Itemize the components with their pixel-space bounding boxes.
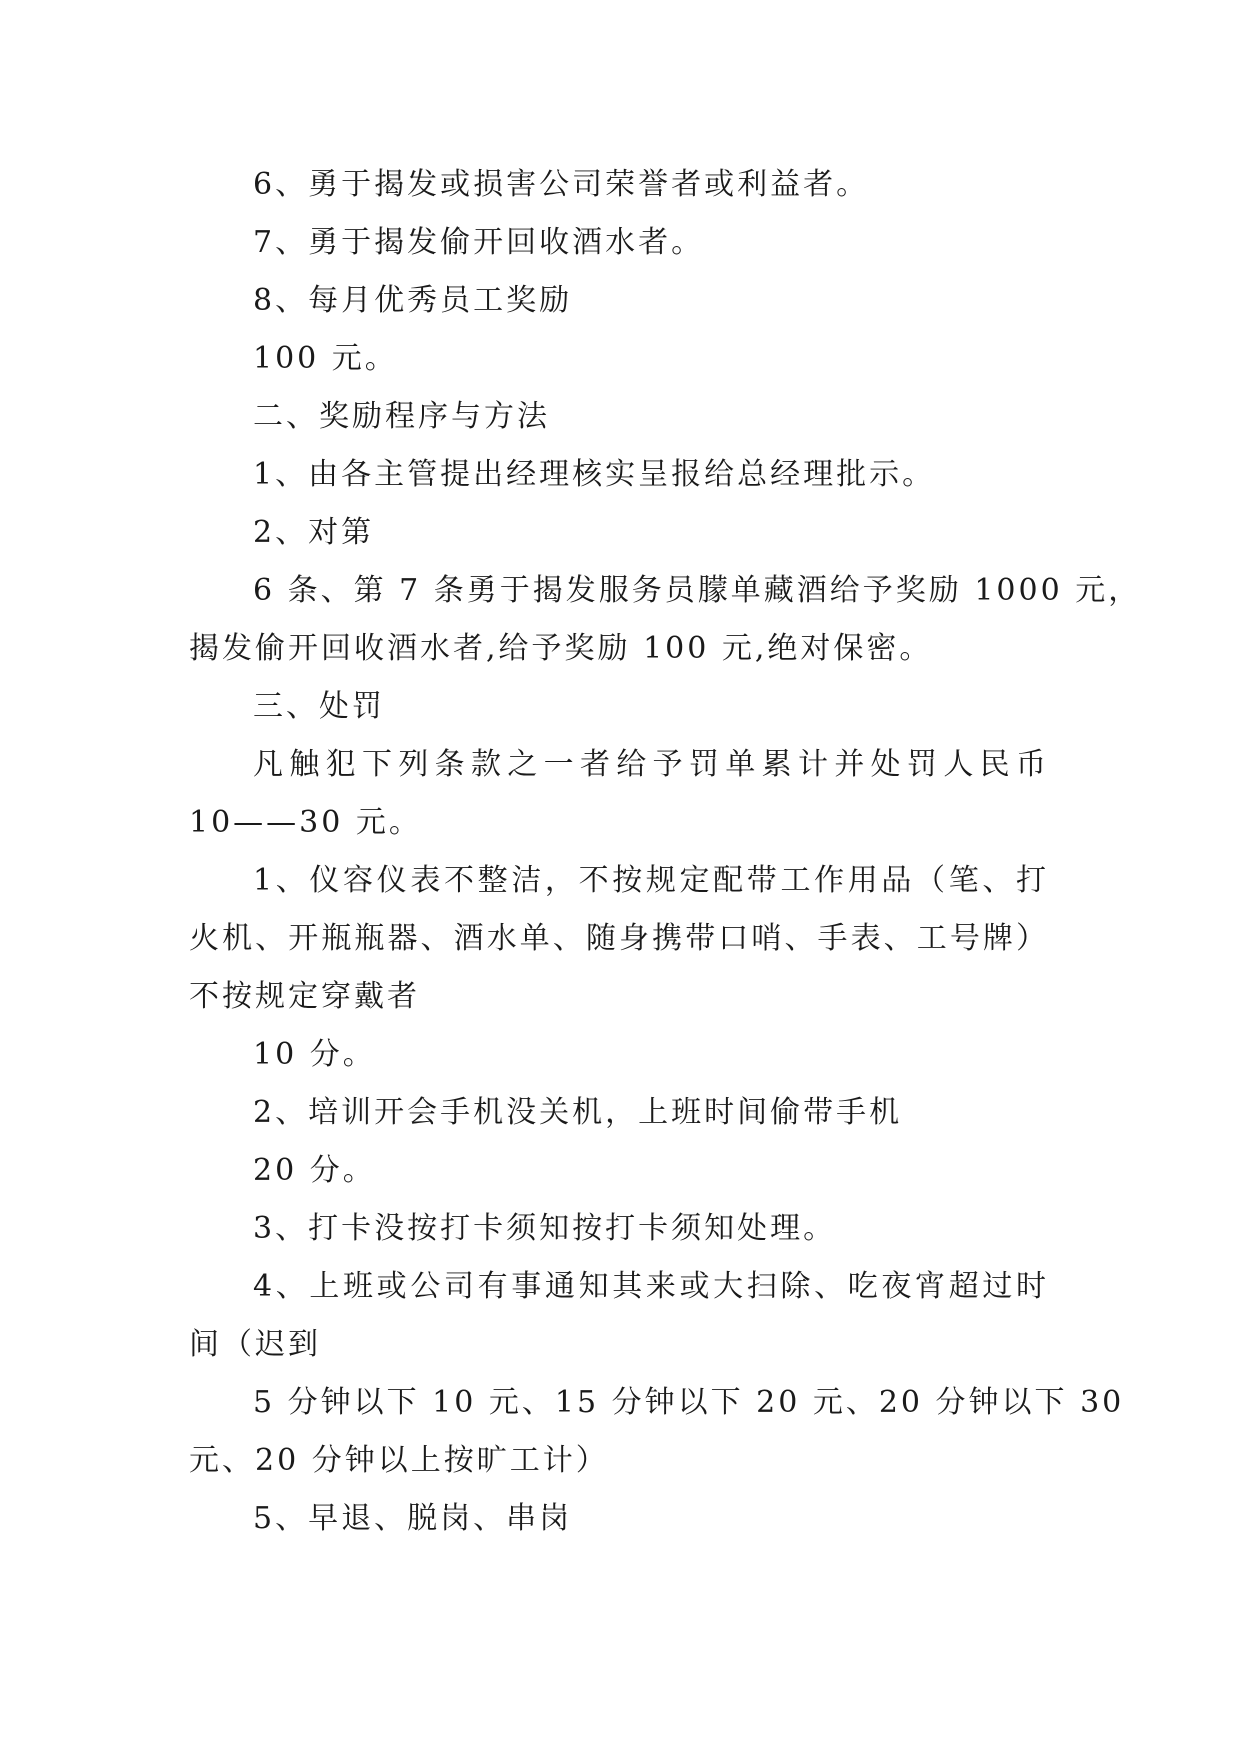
text-line: 4、上班或公司有事通知其来或大扫除、吃夜宵超过时 xyxy=(253,1269,1049,1304)
text-line: 揭发偷开回收酒水者,给予奖励 100 元,绝对保密。 xyxy=(189,631,933,666)
text-line: 1、由各主管提出经理核实呈报给总经理批示。 xyxy=(253,457,936,492)
text-line: 2、对第 xyxy=(253,515,375,550)
text-line: 凡触犯下列条款之一者给予罚单累计并处罚人民币 xyxy=(253,747,1049,782)
section-heading: 三、处罚 xyxy=(253,689,385,724)
section-heading: 二、奖励程序与方法 xyxy=(253,399,550,434)
text-line: 8、每月优秀员工奖励 xyxy=(253,283,573,318)
text-line: 10 分。 xyxy=(253,1037,376,1072)
text-line: 10——30 元。 xyxy=(189,805,422,840)
text-line: 6 条、第 7 条勇于揭发服务员朦单藏酒给予奖励 1000 元， xyxy=(253,573,1142,608)
text-line: 1、仪容仪表不整洁，不按规定配带工作用品（笔、打 xyxy=(253,863,1049,898)
text-line: 元、20 分钟以上按旷工计） xyxy=(189,1443,609,1478)
text-line: 100 元。 xyxy=(253,341,398,376)
text-line: 20 分。 xyxy=(253,1153,376,1188)
text-line: 5、早退、脱岗、串岗 xyxy=(253,1501,573,1536)
text-line: 3、打卡没按打卡须知按打卡须知处理。 xyxy=(253,1211,837,1246)
text-line: 5 分钟以下 10 元、15 分钟以下 20 元、20 分钟以下 30 xyxy=(253,1385,1125,1420)
text-line: 2、培训开会手机没关机，上班时间偷带手机 xyxy=(253,1095,903,1130)
text-line: 火机、开瓶瓶器、酒水单、随身携带口哨、手表、工号牌） xyxy=(189,921,1049,956)
text-line: 6、勇于揭发或损害公司荣誉者或利益者。 xyxy=(253,167,870,202)
text-line: 7、勇于揭发偷开回收酒水者。 xyxy=(253,225,705,260)
document-body xyxy=(189,156,1142,1548)
text-line: 不按规定穿戴者 xyxy=(189,979,420,1014)
text-line: 间（迟到 xyxy=(189,1327,321,1362)
